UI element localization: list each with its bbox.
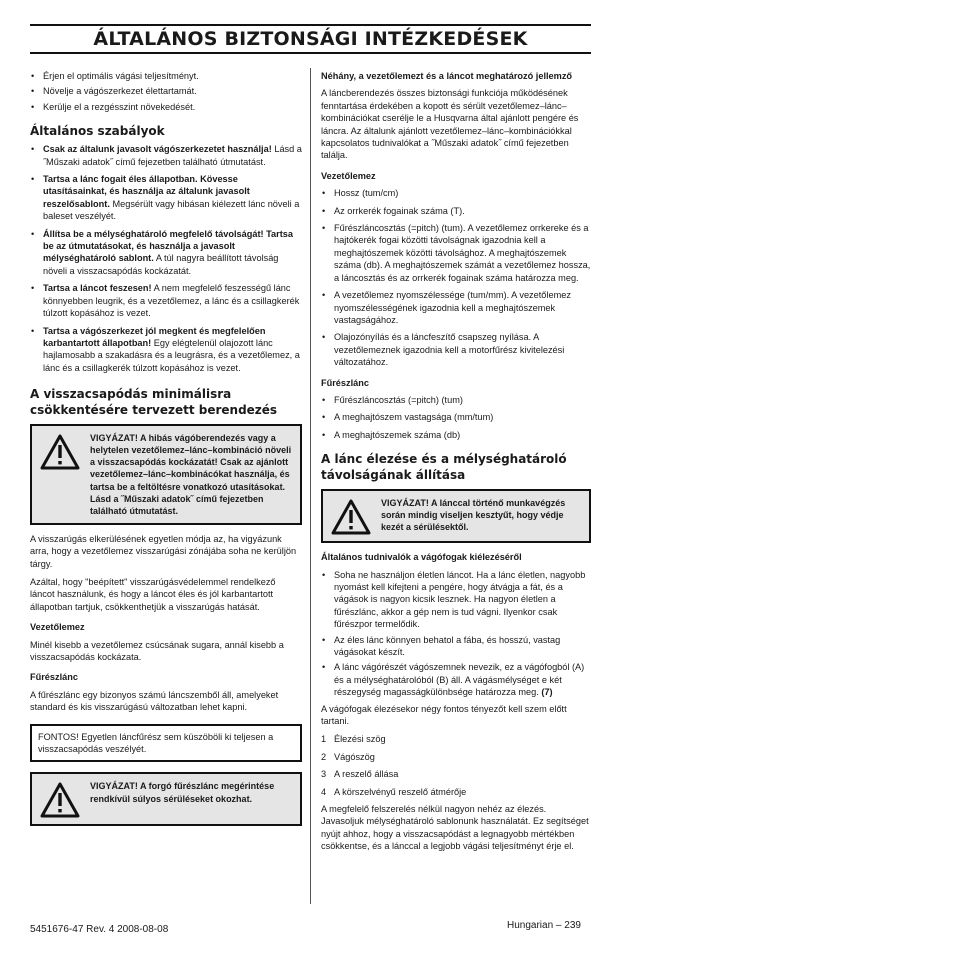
right-column <box>321 70 591 859</box>
list-item <box>321 661 591 698</box>
warning-box <box>30 424 302 525</box>
rule-bold: Csak az általunk javasolt vágószerkezetet használja! <box>43 144 272 155</box>
figure-reference: (7) <box>541 687 553 698</box>
subheading: Fűrészlánc <box>321 377 369 388</box>
paragraph: Azáltal, hogy "beépített" visszarúgásvédelemmel rendelkező láncot használunk, és hogy a láncot éles és jól karbantartott állapotban tartjuk, csökkenthetjük a visszarúgás hatását. <box>30 577 276 612</box>
subheading: Fűrészlánc <box>30 672 78 683</box>
subheading: Néhány, a vezetőlemezt és a láncot meghatározó jellemző <box>321 71 573 81</box>
subheading: Vezetőlemez <box>321 170 376 181</box>
paragraph: A visszarúgás elkerülésének egyetlen módja az, ha vigyázunk arra, hogy a vezetőlemez visszarúgási zónájába soha ne kerüljön tárgy. <box>30 533 297 569</box>
list-item: • Hossz (tum/cm) <box>321 187 591 199</box>
list-item: • Az orrkerék fogainak száma (T). <box>321 205 591 217</box>
list-item <box>30 325 302 375</box>
list-item: • Soha ne használjon életlen láncot. Ha a lánc életlen, nagyobb nyomást kell kifejteni a pengére, hogy átvágja a fát, és a vágások is nagyon kicsik lesznek. Ha nagyon életlen a fűrészlánc, akkor a gép nem is tud vágni. Ilyenkor csak fűrészpor termelődik. <box>321 569 591 631</box>
paragraph: A fűrészlánc egy bizonyos számú láncszemből áll, amelyeket standard és kis visszarúgású változatban lehet kapni. <box>30 689 279 713</box>
item-text: A reszelő állása <box>334 769 399 780</box>
warning-text: VIGYÁZAT! A forgó fűrészlánc megérintése rendkívül súlyos sérüléseket okozhat. <box>90 781 275 804</box>
item-number: 4 <box>321 786 327 797</box>
warning-triangle-icon <box>36 780 84 818</box>
factors-list <box>321 733 591 798</box>
rule-text: Egy elégtelenül olajozott lánc hajlamosabb a szakadásra és a leugrásra, és a vezetőlemez, a lánc és a csillagkerék túlzott kopásához is vezet. <box>43 337 300 373</box>
list-item: • A meghajtószemek száma (db) <box>321 429 591 441</box>
bar-list <box>321 187 591 368</box>
chain-list <box>321 394 591 441</box>
warning-triangle-icon <box>36 432 84 517</box>
rules-list <box>30 143 302 374</box>
list-item <box>30 282 302 319</box>
page-number: Hungarian – 239 <box>507 920 581 931</box>
rule-bold: Tartsa a láncot feszesen! <box>43 283 152 294</box>
rule-bold: Tartsa a lánc fogait éles állapotban. Kövesse utasításainkat, és használja az általunk javasolt reszelősablont. <box>43 174 250 209</box>
list-item: • Az éles lánc könnyen behatol a fába, és hosszú, vastag vágásokat készít. <box>321 634 591 659</box>
list-item <box>321 733 591 745</box>
column-divider <box>310 68 311 904</box>
page-title: ÁLTALÁNOS BIZTONSÁGI INTÉZKEDÉSEK <box>30 24 591 54</box>
paragraph: Minél kisebb a vezetőlemez csúcsának sugara, annál kisebb a visszacsapódás kockázata. <box>30 639 284 663</box>
list-item: • A meghajtószem vastagsága (mm/tum) <box>321 411 591 423</box>
list-item: • Fűrészláncosztás (=pitch) (tum). A vezetőlemez orrkereke és a hajtókerék fogai közötti távolságnak igazodnia kell a meghajtószemek közötti távolsághoz. A meghajtószemek száma (db). A meghajtószemek számát a vezetőlemez hossza, a láncosztás és az orrkerék fogainak száma határozza meg. <box>321 222 591 284</box>
general-list <box>321 569 591 699</box>
warning-text: VIGYÁZAT! A lánccal történő munkavégzés során mindig viseljen kesztyűt, hogy védje kezét a sérülésektől. <box>381 498 566 533</box>
warning-text: VIGYÁZAT! A hibás vágóberendezés vagy a helytelen vezetőlemez–lánc–kombináció növeli a visszacsapódás kockázatát! Csak az ajánlott vezetőlemez–lánc–kombinácókat használja, és tartsa be a feltöltésre vonatkozó utasításokat. Lásd a ˝Műszaki adatok˝ című fejezetben található útmutatást. <box>90 433 292 516</box>
item-text: Vágószög <box>334 751 375 762</box>
list-item <box>321 751 591 763</box>
rules-heading: Általános szabályok <box>30 124 165 139</box>
list-item <box>321 786 591 798</box>
document-number: 5451676-47 Rev. 4 2008-08-08 <box>30 924 169 935</box>
rule-bold: Tartsa a vágószerkezet jól megkent és megfelelően karbantartott állapotban! <box>43 325 266 348</box>
list-item: • Növelje a vágószerkezet élettartamát. <box>30 85 302 97</box>
item-number: 3 <box>321 769 327 780</box>
warning-box <box>321 489 591 543</box>
item-number: 2 <box>321 751 327 762</box>
item-text: A körszelvényű reszelő átmérője <box>334 786 467 797</box>
warning-triangle-icon <box>327 497 375 535</box>
paragraph: A vágófogak élezésekor négy fontos tényezőt kell szem előtt tartani. <box>321 703 567 727</box>
rule-text: Megsérült vagy hibásan kiélezett lánc növeli a baleset veszélyét. <box>43 198 300 222</box>
item-text: Élezési szög <box>334 734 386 745</box>
paragraph: A láncberendezés összes biztonsági funkciója működésének fenntartása érdekében a kopott és sérült vezetőlemez–lánc–kombinációkat cserélje le a Husqvarna által ajánlott pengére és láncra. Az általunk ajánlott vezetőlemez–lánc–kombinációkkal kapcsolatos tudnivalókat a ˝Műszaki adatok˝ című fejezetben találja. <box>321 88 579 161</box>
rule-bold: Állítsa be a mélységhatároló megfelelő távolságát! Tartsa be az útmutatásokat, és használja a javasolt mélységhatároló sablont. <box>43 228 294 264</box>
list-item: • Kerülje el a rezgésszint növekedését. <box>30 101 302 113</box>
paragraph: A megfelelő felszerelés nélkül nagyon nehéz az élezés. Javasoljuk mélységhatároló sablonunk használatát. Ez segítséget nyújt ahhoz, hogy a visszacsapódást a legnagyobb mértékben csökkentse, és a lánccal a legjobb vágási teljesítményt érje el. <box>321 804 589 852</box>
kickback-heading: A visszacsapódás minimálisra csökkentésére tervezett berendezés <box>30 387 278 418</box>
warning-box <box>30 772 302 826</box>
list-item: • A vezetőlemez nyomszélessége (tum/mm). A vezetőlemez nyomszélességének igazodnia kell a meghajtószemek vastagságához. <box>321 289 591 326</box>
list-item <box>321 768 591 780</box>
rule-text: Lásd a ˝Műszaki adatok˝ című fejezetben található útmutatást. <box>43 144 302 167</box>
sharpen-heading: A lánc élezése és a mélységhatároló távolságának állítása <box>321 452 567 483</box>
subheading: Vezetőlemez <box>30 622 85 633</box>
list-item: • Érjen el optimális vágási teljesítményt. <box>30 70 302 82</box>
rule-text: A nem megfelelő feszességű lánc könnyebben leugrik, és a vezetőlemez, a lánc és a csillagkerék túlzott kopásához is vezet. <box>43 283 300 319</box>
intro-list <box>30 70 302 113</box>
left-column <box>30 70 302 834</box>
list-item-text: A lánc vágórészét vágószemnek nevezik, ez a vágófogból (A) és a mélységhatárolóból (B) áll. A vágásmélységet e két részegység magasságkülönbsége határozza meg. <box>334 662 585 698</box>
rule-text: A túl nagyra beállított távolság növeli a visszacsapódás kockázatát. <box>43 253 279 276</box>
list-item: • Olajozónyílás és a láncfeszítő csapszeg nyílása. A vezetőlemeznek igazodnia kell a motorfűrész kivitelezési változatához. <box>321 331 591 368</box>
list-item <box>30 173 302 223</box>
list-item: • Fűrészláncosztás (=pitch) (tum) <box>321 394 591 406</box>
item-number: 1 <box>321 734 327 745</box>
list-item <box>30 143 302 168</box>
subheading: Általános tudnivalók a vágófogak kiélezéséről <box>321 552 522 563</box>
important-note-box: FONTOS! Egyetlen láncfűrész sem küszöböli ki teljesen a visszacsapódás veszélyét. <box>30 724 302 763</box>
list-item <box>30 228 302 278</box>
